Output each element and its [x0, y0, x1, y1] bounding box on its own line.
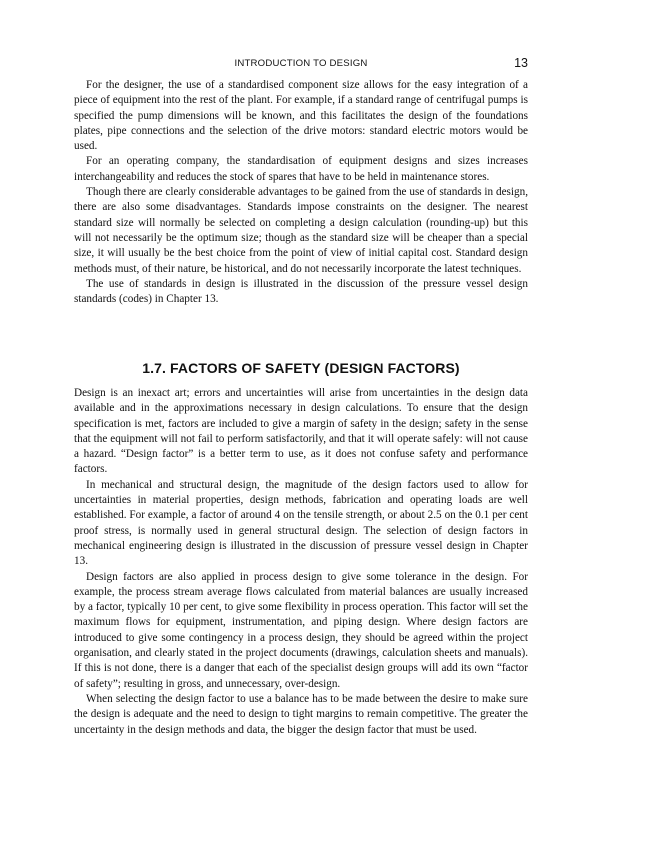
paragraph: The use of standards in design is illustrated in the discussion of the pressure vessel design standards (codes) in Chapter 13.: [74, 277, 528, 306]
paragraph: Design factors are also applied in process design to give some tolerance in the design. For example, the process stream average flows calculated from material balances are usually increased by a factor, typically 10 per cent, to give some flexibility in process operation. This factor will set the maximum flows for equipment, instrumentation, and piping design. Where design factors are introduced to give some contingency in a process design, they should be agreed within the project organisation, and clearly stated in the project documents (drawings, calculation sheets and manuals). If this is not done, there is a danger that each of the specialist design groups will add its own “factor of safety”; resulting in gross, and unnecessary, over-design.: [74, 570, 528, 690]
paragraph: When selecting the design factor to use a balance has to be made between the desire to make sure the design is adequate and the need to design to tight margins to remain competitive. The greater the uncertainty in the design methods and data, the bigger the design factor that must be used.: [74, 692, 528, 736]
paragraph: Design is an inexact art; errors and uncertainties will arise from uncertainties in the design data available and in the approximations necessary in design calculations. To ensure that the design specification is met, factors are included to give a margin of safety in the design; safety in the sense that the equipment will not fail to perform satisfactorily, and that it will operate safely: will not cause a hazard. “Design factor” is a better term to use, as it does not confuse safety and performance factors.: [74, 387, 528, 476]
running-header: [74, 56, 528, 72]
section-text-block: [74, 386, 528, 738]
running-title: INTRODUCTION TO DESIGN: [234, 58, 368, 69]
paragraph: In mechanical and structural design, the magnitude of the design factors used to allow for uncertainties in material properties, design methods, fabrication and operating loads are well established. For example, a factor of around 4 on the tensile strength, or about 2.5 on the 0.1 per cent proof stress, is normally used in general structural design. The selection of design factors in mechanical engineering design is illustrated in the discussion of pressure vessel design in Chapter 13.: [74, 478, 528, 568]
paragraph: For an operating company, the standardisation of equipment designs and sizes increases interchangeability and reduces the stock of spares that have to be held in maintenance stores.: [74, 155, 528, 183]
page-number: 13: [514, 56, 528, 70]
intro-text-block: [74, 78, 528, 307]
paragraph: For the designer, the use of a standardised component size allows for the easy integration of a piece of equipment into the rest of the plant. For example, if a standard range of centrifugal pumps is specified the pump dimensions will be known, and this facilitates the design of the foundations plates, pipe connections and the selection of the drive motors: standard electric motors would be used.: [74, 79, 528, 153]
paragraph: Though there are clearly considerable advantages to be gained from the use of standards in design, there are also some disadvantages. Standards impose constraints on the designer. The nearest standard size will normally be selected on completing a design calculation (rounding-up) but this will not necessarily be the optimum size; though as the standard size will be cheaper than a special size, it will usually be the best choice from the point of view of initial capital cost. Standard design methods must, of their nature, be historical, and do not necessarily incorporate the latest techniques.: [74, 186, 528, 275]
section-heading: 1.7. FACTORS OF SAFETY (DESIGN FACTORS): [142, 360, 460, 376]
